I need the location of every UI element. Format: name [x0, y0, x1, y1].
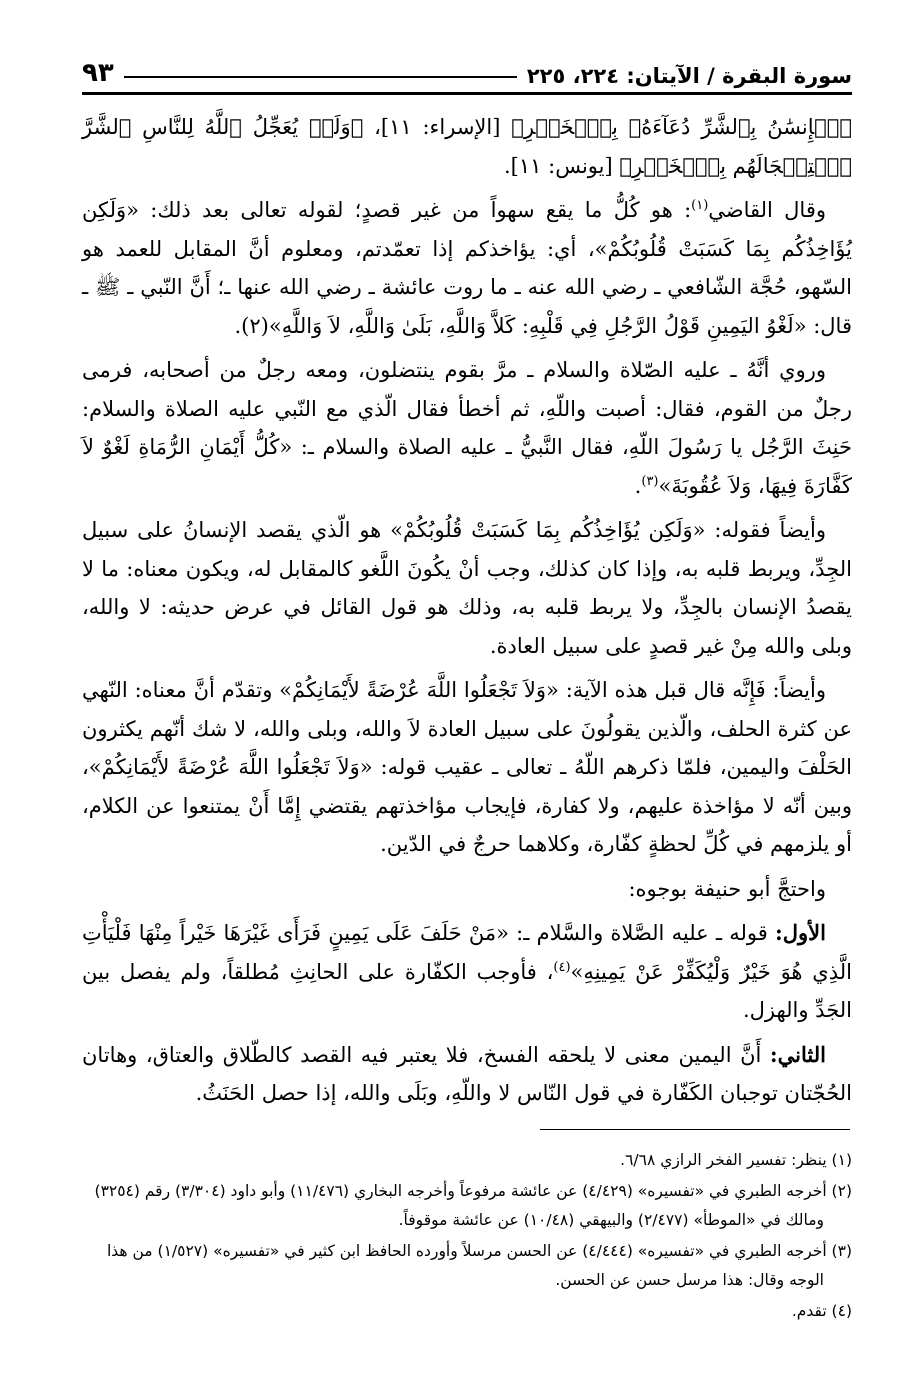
page-header	[82, 48, 852, 88]
paragraph	[82, 108, 852, 185]
paragraph	[82, 351, 852, 505]
paragraph-tail: .	[634, 473, 642, 498]
paragraph	[82, 914, 852, 1030]
body-text	[82, 108, 852, 1119]
footnote-ref: (١)	[691, 198, 709, 213]
footnotes	[82, 1146, 852, 1328]
paragraph	[82, 511, 852, 665]
paragraph-text: وقال القاضي	[708, 198, 827, 222]
paragraph-lead: الأول:	[775, 920, 826, 945]
paragraph	[82, 671, 852, 864]
paragraph-text: واحتجَّ أبو حنيفة بوجوه:	[628, 876, 826, 901]
footnote-ref: (٣)	[641, 473, 659, 489]
footnote-rule	[540, 1129, 850, 1130]
paragraph	[82, 1036, 852, 1113]
paragraph-lead: الثاني:	[769, 1041, 826, 1067]
footnote-ref: (٤)	[553, 959, 571, 975]
page-number: ٩٣	[82, 58, 114, 88]
paragraph-text: قوله ـ عليه الصَّلاة والسَّلام ـ: «مَنْ حَلَفَ عَلَى يَمِينٍ فَرَأَى غَيْرَهَا خَيْراً مِنْهَا فَلْيَأْتِ الَّذِي هُوَ خَيْرٌ وَلْيُكَفِّرْ عَنْ يَمِينِهِ»	[82, 921, 852, 984]
paragraph	[82, 191, 852, 345]
paragraph-text: وروي أنَّهُ ـ عليه الصّلاة والسلام ـ مرَّ بقوم ينتضلون، ومعه رجلٌ من أصحابه، فرمى رجلٌ من القوم، فقال: أصبت واللّهِ، ثم أخطأ فقال الّذي مع النّبي عليه الصلاة والسلام: حَنِثَ الرَّجُل يا رَسُولَ اللّهِ، فقال النَّبيُّ ـ عليه الصلاة والسلام ـ: «كُلُّ أَيْمَانِ الرُّمَاةِ لَغْوٌ لاَ كَفَّارَةَ فِيهَا، وَلاَ عُقُوبَةَ»	[82, 358, 852, 498]
paragraph-text: وأيضاً فقوله: «وَلَكِن يُؤَاخِذُكُم بِمَا كَسَبَتْ قُلُوبُكُمْ» هو الّذي يقصد الإنسانُ على سبيل الجِدِّ، ويربط قلبه به، وإذا كان كذلك، وجب أنْ يكُونَ اللَّغو كالمقابل له، ويكون معناه: ما لا يقصدُ الإنسان بالجِدِّ، ولا يربط قلبه به، وذلك هو قول القائل في عرض حديثه: لا والله، وبلى والله مِنْ غير قصدٍ على سبيل العادة.	[82, 518, 852, 658]
header-rule	[82, 92, 852, 95]
paragraph-text: وأيضاً: فَإِنَّه قال قبل هذه الآية: «وَلاَ تَجْعَلُوا اللَّهَ عُرْضَةً لأَيْمَانِكُمْ» وتقدّم أنَّ معناه: النّهي عن كثرة الحلف، والّذين يقولُونَ على سبيل العادة لاَ والله، وبلى والله، لا شك أنّهم يكثرون الحَلْفَ واليمين، فلمّا ذكرهم اللّهُ ـ تعالى ـ عقيب قوله: «وَلاَ تَجْعَلُوا اللَّهَ عُرْضَةً لأَيْمَانِكُمْ»، وبين أنّه لا مؤاخذة عليهم، ولا كفارة، فإيجاب مؤاخذتهم يقتضي إِمَّا أَنْ يمتنعوا عن الكلام، أو يلزمهم في كُلِّ لحظةٍ كفّارة، وكلاهما حرجٌ في الدّين.	[82, 678, 852, 856]
footnote: (٣) أخرجه الطبري في «تفسيره» (٤/٤٤٤) عن الحسن مرسلاً وأورده الحافظ ابن كثير في «تفسيره» (١/٥٢٧) من هذا الوجه وقال: هذا مرسل حسن عن الحسن.	[106, 1242, 852, 1289]
paragraph-tail: : هو كُلُّ ما يقع سهواً من غير قصدٍ؛ لقوله تعالى بعد ذلك: «وَلَكِن يُؤَاخِذُكُم بِمَا كَسَبَتْ قُلُوبُكُمْ»، أي: يؤاخذكم إذا تعمّدتم، ومعلوم أنَّ المقابل للعمد هو السّهو، حُجَّة الشّافعي ـ رضي الله عنه ـ ما روت عائشة ـ رضي الله عنها ـ؛ أَنَّ النّبي ـ ﷺ ـ قال: «لَغْوُ اليَمِينِ قَوْلُ الرَّجُلِ فِي قَلْبِهِ: كَلاَّ وَاللَّهِ، بَلَىٰ وَاللَّهِ، لاَ وَاللَّهِ»(٢).	[82, 198, 852, 338]
footnote: (٤) تقدم.	[791, 1302, 852, 1320]
footnote: (١) ينظر: تفسير الفخر الرازي ٦/٦٨.	[620, 1151, 852, 1169]
paragraph-text: أَنَّ اليمين معنى لا يلحقه الفسخ، فلا يعتبر فيه القصد كالطّلاق والعتاق، وهاتان الحُجّتان توجبان الكَفّارة في قول النّاس لا واللّهِ، وبَلَى والله، إذا حصل الحَنَثُ.	[82, 1042, 852, 1105]
paragraph-text: ٱلۡإِنسَٰنُ بِٱلشَّرِّ دُعَآءَهُۥ بِٱلۡخَيۡرِ﴾ [الإسراء: ١١]، ﴿وَلَوۡ يُعَجِّلُ ٱللَّهُ لِلنَّاسِ ٱلشَّرَّ ٱسۡتِعۡجَالَهُم بِٱلۡخَيۡرِ﴾ [يونس: ١١].	[82, 115, 852, 178]
running-title: سورة البقرة / الآيتان: ٢٢٤، ٢٢٥	[526, 64, 852, 88]
footnote: (٢) أخرجه الطبري في «تفسيره» (٤/٤٢٩) عن عائشة مرفوعاً وأخرجه البخاري (١١/٤٧٦) وأبو داود (٣/٣٠٤) رقم (٣٢٥٤) ومالك في «الموطأ» (٢/٤٧٧) والبيهقي (١٠/٤٨) عن عائشة موقوفاً.	[94, 1182, 852, 1229]
paragraph	[82, 870, 852, 909]
header-title-rule	[124, 76, 517, 78]
paragraph-tail: ، فأوجب الكفّارة على الحانِثِ مُطلقاً، ولم يفصل بين الجَدِّ والهزل.	[82, 959, 852, 1022]
